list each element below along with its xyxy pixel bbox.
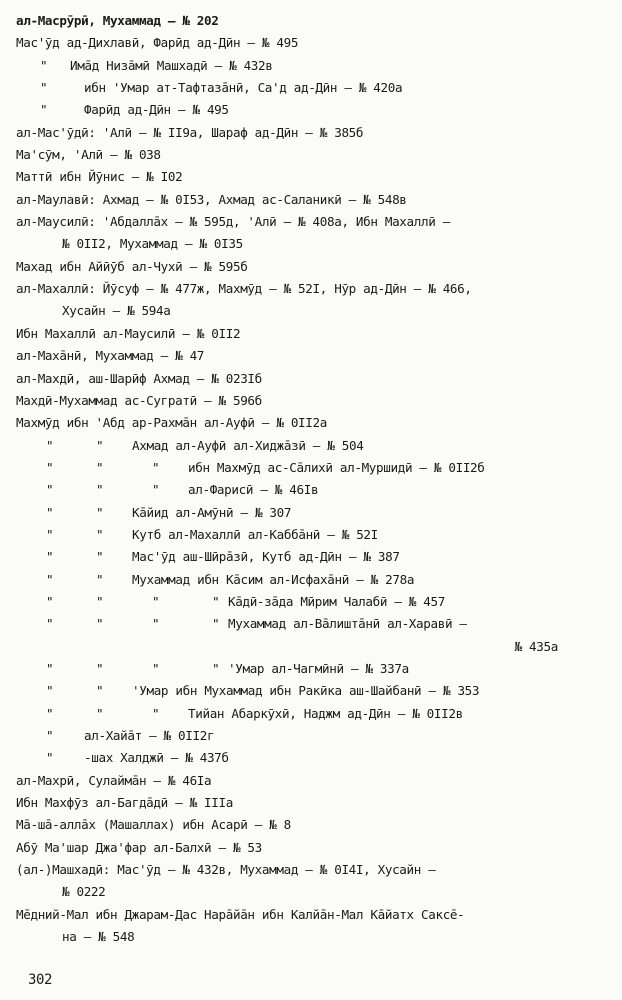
index-subentry bbox=[16, 77, 612, 99]
index-subentry-text: Тийан Абаркӯхӣ, Наджм ад-Дӣн – № 0II2в bbox=[188, 705, 463, 721]
index-entry: (ал-)Машхадӣ: Мас'ӯд – № 432в, Мухаммад – № 0I4I, Хусайн – bbox=[16, 862, 436, 878]
index-subentry bbox=[16, 680, 612, 702]
index-subentry-text: 'Умар ал-Чагмӣнӣ – № 337а bbox=[228, 660, 409, 676]
ditto-mark: " bbox=[212, 660, 220, 676]
index-entry-continuation: № 0II2, Мухаммад – № 0I35 bbox=[62, 236, 243, 252]
index-entry: Мас'ӯд ад-Дихлавӣ, Фарӣд ад-Дӣн – № 495 bbox=[16, 35, 299, 51]
index-entry: Ибн Махаллӣ ал-Маусилӣ – № 0II2 bbox=[16, 325, 241, 341]
page-number: 302 bbox=[28, 972, 53, 988]
index-subentry-text: Кутб ал-Махаллӣ ал-Каббāнӣ – № 52I bbox=[132, 526, 378, 542]
index-page bbox=[16, 10, 612, 948]
ditto-mark: " bbox=[40, 80, 48, 96]
index-entry: ал-Махрӣ, Сулаймāн – № 46Iа bbox=[16, 772, 212, 788]
index-subentry bbox=[16, 479, 612, 501]
index-entry-continuation: № 435а bbox=[514, 638, 558, 654]
index-subentry bbox=[16, 457, 612, 479]
ditto-mark: " bbox=[40, 57, 48, 73]
index-entry: ал-Махāнӣ, Мухаммад – № 47 bbox=[16, 348, 205, 364]
ditto-mark: " bbox=[212, 616, 220, 632]
index-entry-continuation: Хусайн – № 594а bbox=[62, 303, 171, 319]
index-entry: ал-Махаллӣ: Йӯсуф – № 477ж, Махмӯд – № 52I, Нӯр ад-Дӣн – № 466, bbox=[16, 281, 472, 297]
ditto-mark: " bbox=[152, 482, 160, 498]
index-entry: Ма'сӯм, 'Алӣ – № 038 bbox=[16, 147, 161, 163]
index-entry: ал-Маулавӣ: Ахмад – № 0I53, Ахмад ас-Саланикӣ – № 548в bbox=[16, 191, 407, 207]
index-subentry bbox=[16, 703, 612, 725]
index-subentry bbox=[16, 546, 612, 568]
index-subentry bbox=[16, 569, 612, 591]
ditto-mark: " bbox=[96, 482, 104, 498]
index-entry: Мēдний-Мал ибн Джарам-Дас Нарāйāн ибн Калйāн-Мал Кāйатх Саксē- bbox=[16, 906, 465, 922]
index-entry: Мā-шā-аллāх (Машаллах) ибн Асарӣ – № 8 bbox=[16, 817, 291, 833]
index-subentry-text: Кāйид ал-Амӯнӣ – № 307 bbox=[132, 504, 292, 520]
ditto-mark: " bbox=[46, 482, 54, 498]
ditto-mark: " bbox=[46, 728, 54, 743]
ditto-mark: " bbox=[46, 705, 54, 721]
index-entry: ал-Маусилӣ: 'Абдаллāх – № 595д, 'Алӣ – № 408а, Ибн Махаллӣ – bbox=[16, 214, 450, 230]
ditto-mark: " bbox=[46, 750, 54, 766]
index-subentry bbox=[16, 725, 612, 747]
index-subentry-text: 'Умар ибн Мухаммад ибн Ракӣка аш-Шайбанӣ – № 353 bbox=[132, 683, 480, 699]
index-subentry bbox=[16, 747, 612, 769]
ditto-mark: " bbox=[212, 593, 220, 609]
ditto-mark: " bbox=[96, 593, 104, 609]
index-subentry bbox=[16, 55, 612, 77]
ditto-mark: " bbox=[46, 549, 54, 565]
ditto-mark: " bbox=[152, 593, 160, 609]
index-subentry bbox=[16, 658, 612, 680]
ditto-mark: " bbox=[46, 571, 54, 587]
ditto-mark: " bbox=[96, 504, 104, 520]
index-subentry-text: ибн 'Умар ат-Тафтазāнӣ, Са'д ад-Дӣн – № 420а bbox=[84, 80, 403, 96]
ditto-mark: " bbox=[46, 616, 54, 632]
index-entry-continuation: на – № 548 bbox=[62, 929, 135, 945]
index-entry: Махад ибн Айӣӯб ал-Чухӣ – № 595б bbox=[16, 258, 248, 274]
ditto-mark: " bbox=[152, 616, 160, 632]
ditto-mark: " bbox=[96, 705, 104, 721]
index-subentry bbox=[16, 502, 612, 524]
ditto-mark: " bbox=[96, 683, 104, 699]
index-subentry bbox=[16, 591, 612, 613]
index-subentry-text: Мухаммад ал-Вāлиштāнӣ ал-Харавӣ – bbox=[228, 616, 467, 632]
index-subentry bbox=[16, 435, 612, 457]
index-subentry-text: ал-Фарисӣ – № 46Iв bbox=[188, 482, 319, 498]
index-subentry-text: Имāд Низāмӣ Машхадӣ – № 432в bbox=[70, 57, 273, 73]
ditto-mark: " bbox=[96, 571, 104, 587]
index-entry: ал-Махдӣ, аш-Шарӣф Ахмад – № 023Iб bbox=[16, 370, 262, 386]
ditto-mark: " bbox=[96, 437, 104, 453]
ditto-mark: " bbox=[46, 660, 54, 676]
index-subentry bbox=[16, 524, 612, 546]
index-subentry-text: ибн Махмӯд ас-Сāлихӣ ал-Муршидӣ – № 0II2б bbox=[188, 459, 485, 475]
index-subentry-text: Мухаммад ибн Кāсим ал-Исфахāнӣ – № 278а bbox=[132, 571, 415, 587]
ditto-mark: " bbox=[46, 504, 54, 520]
ditto-mark: " bbox=[96, 526, 104, 542]
ditto-mark: " bbox=[152, 705, 160, 721]
index-subentry-text: Кāдӣ-зāда Мӣрим Чалабӣ – № 457 bbox=[228, 593, 445, 609]
ditto-mark: " bbox=[96, 459, 104, 475]
index-entry: Махдӣ-Мухаммад ас-Сугратӣ – № 596б bbox=[16, 392, 262, 408]
index-subentry bbox=[16, 613, 612, 635]
index-subentry-text: Ахмад ал-Ауфӣ ал-Хиджāзӣ – № 504 bbox=[132, 437, 364, 453]
ditto-mark: " bbox=[152, 660, 160, 676]
index-entry: ал-Масрӯрӣ, Мухаммад – № 202 bbox=[16, 13, 219, 28]
ditto-mark: " bbox=[152, 459, 160, 475]
index-entry-continuation: № 0222 bbox=[62, 884, 106, 900]
ditto-mark: " bbox=[46, 683, 54, 699]
index-subentry bbox=[16, 99, 612, 121]
ditto-mark: " bbox=[46, 526, 54, 542]
ditto-mark: " bbox=[96, 660, 104, 676]
index-entry: Ибн Махфӯз ал-Багдāдӣ – № IIIа bbox=[16, 795, 233, 811]
ditto-mark: " bbox=[46, 459, 54, 475]
ditto-mark: " bbox=[40, 102, 48, 118]
index-entry: Маттӣ ибн Йӯнис – № I02 bbox=[16, 169, 183, 185]
index-entry: Абӯ Ма'шар Джа'фар ал-Балхӣ – № 53 bbox=[16, 839, 262, 855]
ditto-mark: " bbox=[96, 616, 104, 632]
index-subentry-text: Мас'ӯд аш-Шӣрāзӣ, Кутб ад-Дӣн – № 387 bbox=[132, 549, 400, 565]
index-subentry-text: -шах Халджӣ – № 437б bbox=[84, 750, 229, 766]
ditto-mark: " bbox=[96, 549, 104, 565]
index-subentry-text: ал-Хайāт – № 0II2г bbox=[84, 728, 215, 743]
index-entry: Махмӯд ибн 'Абд ар-Рахмāн ал-Ауфӣ – № 0II2а bbox=[16, 415, 327, 431]
index-entry: ал-Мас'ӯдӣ: 'Алӣ – № II9а, Шараф ад-Дӣн – № 385б bbox=[16, 124, 364, 140]
ditto-mark: " bbox=[46, 593, 54, 609]
ditto-mark: " bbox=[46, 437, 54, 453]
index-subentry-text: Фарӣд ад-Дӣн – № 495 bbox=[84, 102, 229, 118]
